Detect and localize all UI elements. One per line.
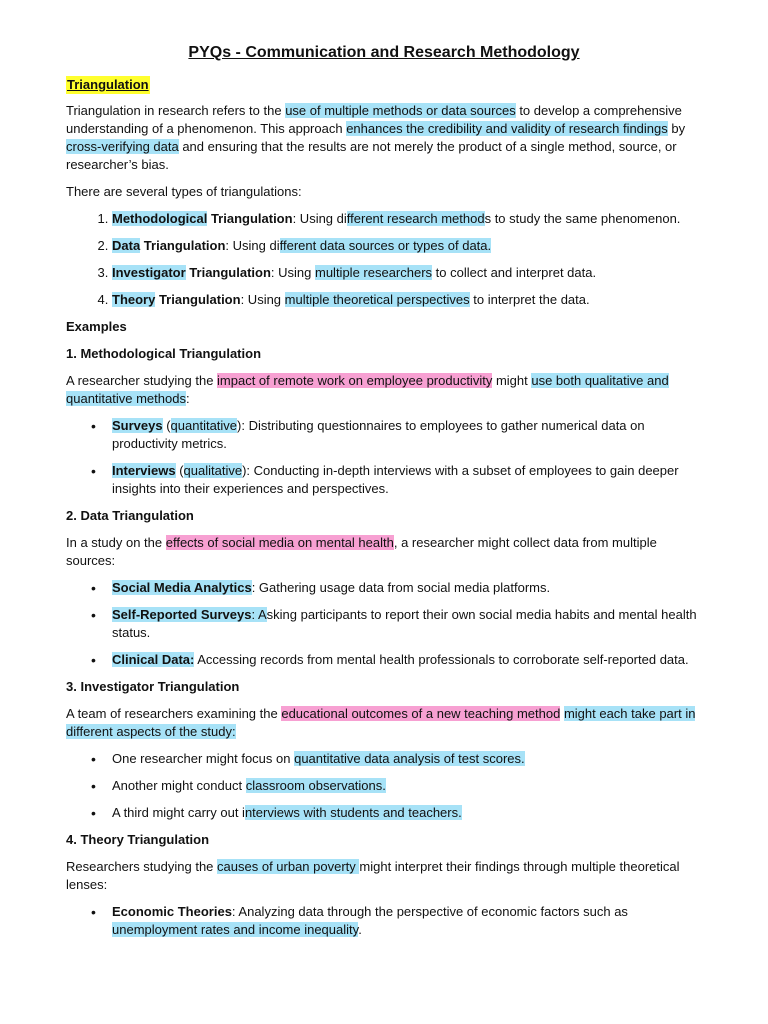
text-run: Accessing records from mental health professionals to corroborate self-reported data.	[194, 652, 689, 667]
section-2-heading: 2. Data Triangulation	[66, 508, 194, 523]
bullet-item	[112, 777, 702, 795]
section-2-bullets	[66, 579, 702, 669]
highlighted-text: impact of remote work on employee productivity	[217, 373, 493, 388]
highlighted-text: Social Media Analytics	[112, 580, 252, 595]
highlighted-text: enhances the credibility and validity of research findings	[346, 121, 668, 136]
section-2-paragraph	[66, 534, 702, 570]
intro-paragraph	[66, 102, 702, 174]
section-4-paragraph	[66, 858, 702, 894]
text-run: sking participants to report their own social media habits and mental health status.	[112, 607, 697, 640]
text-run: ): Conducting in-depth interviews with a subset of employees to gain deeper insights into their experiences and perspectives.	[112, 463, 679, 496]
bold-text: Triangulation	[185, 265, 271, 280]
highlighted-text: unemployment rates and income inequality	[112, 922, 359, 937]
text-run: might	[492, 373, 532, 388]
bold-text: Triangulation	[155, 292, 241, 307]
bullet-item	[112, 804, 702, 822]
document-title: PYQs - Communication and Research Methodology	[188, 44, 580, 61]
section-4-bullets	[66, 903, 702, 939]
highlighted-text: quantitative data analysis of test scores.	[294, 751, 525, 766]
text-run: : Using	[240, 292, 285, 307]
text-run: :	[185, 391, 190, 406]
highlighted-text: Methodological	[112, 211, 208, 226]
bullet-item	[112, 579, 702, 597]
highlighted-text: might each take part in different aspects of the study:	[66, 706, 696, 739]
section-1-heading: 1. Methodological Triangulation	[66, 346, 262, 361]
text-run: by	[667, 121, 686, 136]
types-list-item	[112, 291, 702, 309]
highlighted-text: classroom observations.	[245, 778, 386, 793]
highlighted-text: Interviews	[112, 463, 176, 478]
highlighted-text: Self-Reported Surveys	[112, 607, 252, 622]
section-4-heading: 4. Theory Triangulation	[66, 832, 210, 847]
highlighted-text: multiple researchers	[315, 265, 433, 280]
highlighted-text: fferent research method	[346, 211, 485, 226]
text-run: (	[162, 418, 171, 433]
highlighted-text: use both qualitative and quantitative methods	[66, 373, 669, 406]
highlighted-text: use of multiple methods or data sources	[285, 103, 516, 118]
text-run: One researcher might focus on	[112, 751, 295, 766]
text-run: might interpret their findings through multiple theoretical lenses:	[66, 859, 680, 892]
types-list-item	[112, 237, 702, 255]
types-list	[66, 210, 702, 309]
types-intro: There are several types of triangulations:	[66, 184, 302, 199]
highlighted-text: multiple theoretical perspectives	[284, 292, 470, 307]
bullet-item	[112, 462, 702, 498]
text-run: to collect and interpret data.	[432, 265, 597, 280]
text-run: to interpret the data.	[469, 292, 590, 307]
examples-heading: Examples	[66, 319, 127, 334]
highlighted-text: causes of urban poverty	[217, 859, 360, 874]
bullet-item	[112, 750, 702, 768]
text-run: A third might carry out i	[112, 805, 245, 820]
section-3-heading: 3. Investigator Triangulation	[66, 679, 240, 694]
highlighted-text: fferent data sources or types of data.	[279, 238, 492, 253]
highlighted-text: effects of social media on mental health	[165, 535, 394, 550]
text-run: : Analyzing data through the perspective of economic factors such as	[231, 904, 628, 919]
text-run: A team of researchers examining the	[66, 706, 282, 721]
bold-text: Triangulation	[207, 211, 293, 226]
text-run: to develop a comprehensive understanding of a phenomenon. This approach	[66, 103, 682, 136]
section-3-bullets	[66, 750, 702, 822]
highlighted-text: educational outcomes of a new teaching method	[281, 706, 561, 721]
types-list-item	[112, 210, 702, 228]
highlighted-text: Theory	[112, 292, 156, 307]
bullet-item	[112, 417, 702, 453]
bullet-item	[112, 903, 702, 939]
highlighted-text: cross-verifying data	[66, 139, 179, 154]
text-run: : Using	[270, 265, 315, 280]
text-run: .	[358, 922, 362, 937]
text-run: ): Distributing questionnaires to employees to gather numerical data on productivity metrics.	[112, 418, 645, 451]
highlighted-text: nterviews with students and teachers.	[244, 805, 462, 820]
text-run: Another might conduct	[112, 778, 246, 793]
text-run: A researcher studying the	[66, 373, 218, 388]
bullet-item	[112, 651, 702, 669]
text-run: : Using di	[225, 238, 280, 253]
section-3-paragraph	[66, 705, 702, 741]
section-heading-triangulation: Triangulation	[67, 77, 149, 92]
section-1-bullets	[66, 417, 702, 498]
highlighted-text: Clinical Data:	[112, 652, 195, 667]
text-run: and ensuring that the results are not merely the product of a single method, source, or researcher’s bias.	[66, 139, 677, 172]
text-run: Triangulation in research refers to the	[66, 103, 286, 118]
text-run: , a researcher might collect data from multiple sources:	[66, 535, 657, 568]
text-run: : Using di	[292, 211, 347, 226]
text-run: Researchers studying the	[66, 859, 218, 874]
text-run: s to study the same phenomenon.	[484, 211, 681, 226]
types-list-item	[112, 264, 702, 282]
bold-text: Triangulation	[140, 238, 226, 253]
text-run: : Gathering usage data from social media platforms.	[251, 580, 551, 595]
highlighted-text: Investigator	[112, 265, 186, 280]
bullet-item	[112, 606, 702, 642]
highlighted-text: Surveys	[112, 418, 163, 433]
highlighted-text: : A	[251, 607, 267, 622]
text-run: (	[175, 463, 184, 478]
section-1-paragraph	[66, 372, 702, 408]
highlighted-text: qualitative	[183, 463, 243, 478]
text-run: In a study on the	[66, 535, 166, 550]
highlighted-text: Data	[112, 238, 141, 253]
bold-text: Economic Theories	[112, 904, 232, 919]
highlighted-text: quantitative	[170, 418, 238, 433]
